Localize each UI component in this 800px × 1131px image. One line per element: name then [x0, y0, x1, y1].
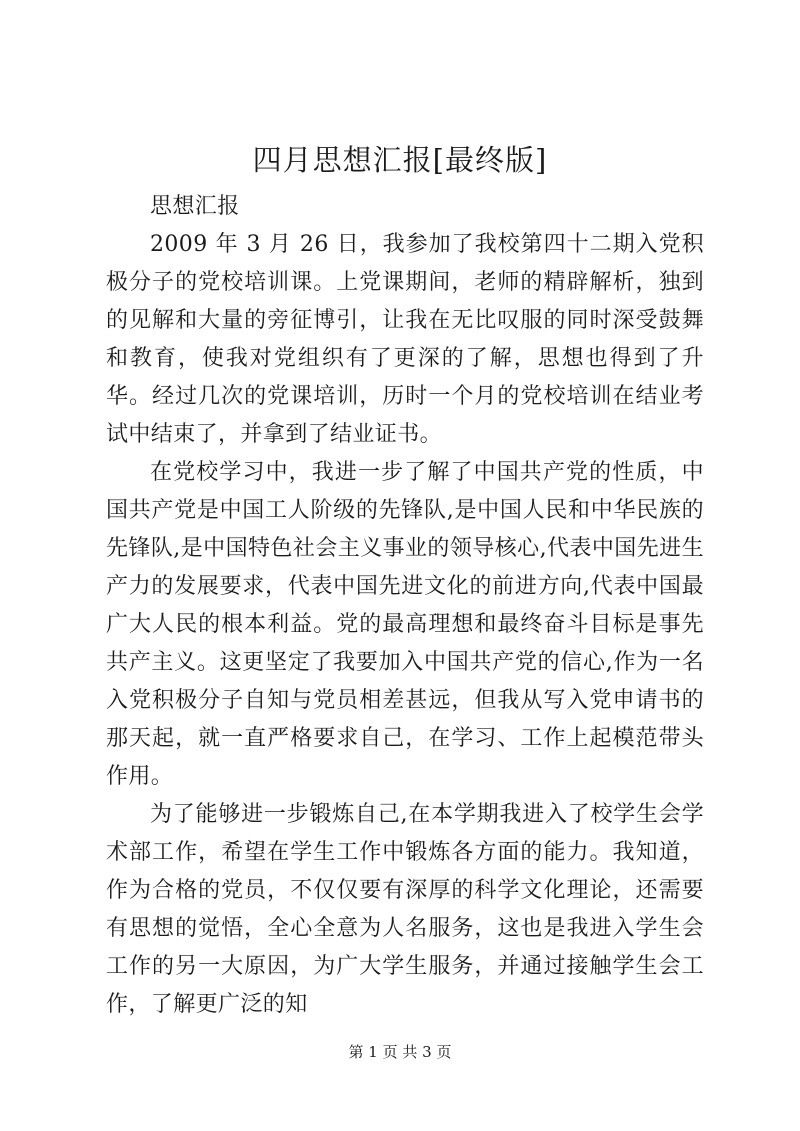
document-body — [106, 188, 704, 1024]
paragraph: 2009 年 3 月 26 日，我参加了我校第四十二期入党积极分子的党校培训课。上党课期间，老师的精辟解析，独到的见解和大量的旁征博引，让我在无比叹服的同时深受鼓舞和教育，使我对党组织有了更深的了解，思想也得到了升华。经过几次的党课培训，历时一个月的党校培训在结业考试中结束了，并拿到了结业证书。 — [106, 232, 704, 447]
page-number-footer: 第 1 页 共 3 页 — [348, 1043, 452, 1061]
document-title: 四月思想汇报[最终版] — [252, 143, 548, 177]
paragraph: 在党校学习中，我进一步了解了中国共产党的性质，中国共产党是中国工人阶级的先锋队,是中国人民和中华民族的先锋队,是中国特色社会主义事业的领导核心,代表中国先进生产力的发展要求，代表中国先进文化的前进方向,代表中国最广大人民的根本利益。党的最高理想和最终奋斗目标是事先共产主义。这更坚定了我要加入中国共产党的信心,作为一名入党积极分子自知与党员相差甚远，但我从写入党申请书的那天起，就一直严格要求自己，在学习、工作上起模范带头作用。 — [106, 460, 704, 789]
paragraph-heading: 思想汇报 — [150, 194, 240, 219]
paragraph: 为了能够进一步锻炼自己,在本学期我进入了校学生会学术部工作，希望在学生工作中锻炼各方面的能力。我知道，作为合格的党员，不仅仅要有深厚的科学文化理论，还需要有思想的觉悟，全心全意为人名服务，这也是我进入学生会工作的另一大原因，为广大学生服务，并通过接触学生会工作，了解更广泛的知 — [106, 802, 704, 1017]
